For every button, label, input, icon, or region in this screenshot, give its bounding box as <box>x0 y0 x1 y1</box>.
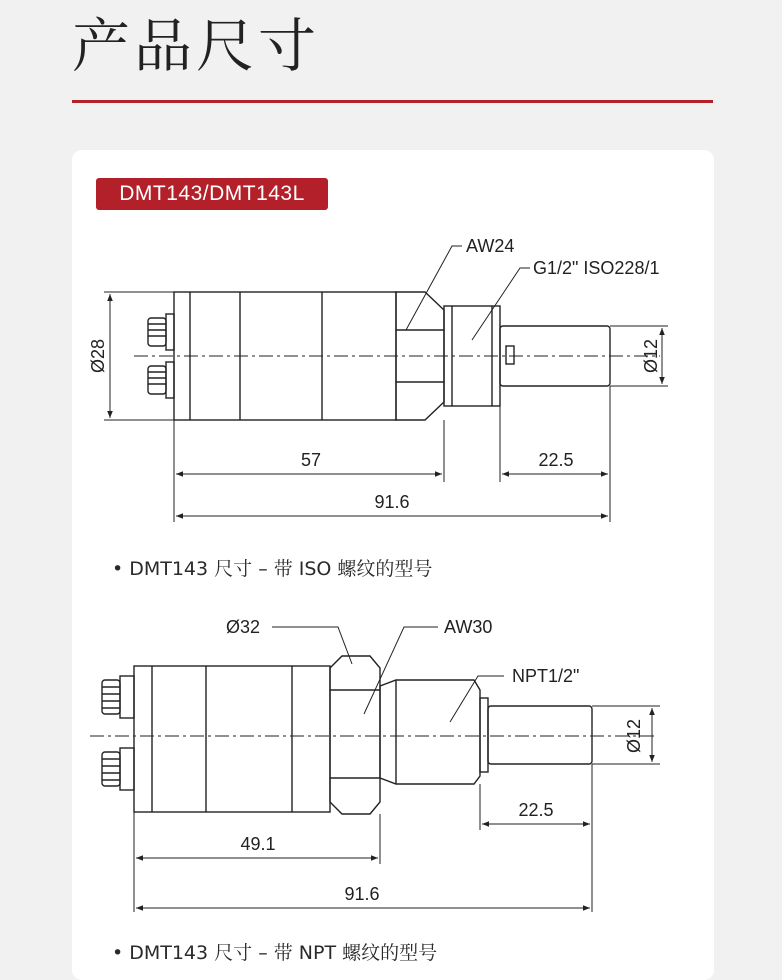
caption-text: DMT143 尺寸 – 带 ISO 螺纹的型号 <box>129 558 433 580</box>
model-badge: DMT143/DMT143L <box>96 178 328 210</box>
dia-probe-label: Ø12 <box>641 338 661 374</box>
connector-bottom <box>148 362 174 398</box>
dia-body-label: Ø32 <box>226 617 261 637</box>
length-probe-label: 22.5 <box>538 450 574 470</box>
connector-top <box>148 314 174 350</box>
length-body-label: 49.1 <box>240 834 276 854</box>
length-body-label: 57 <box>300 450 322 470</box>
hex-nut <box>330 656 380 814</box>
connector-bottom <box>102 748 134 790</box>
connector-top <box>102 676 134 718</box>
dia-body-label: Ø28 <box>88 338 108 374</box>
drawing-iso-model <box>104 246 668 522</box>
length-total-label: 91.6 <box>374 492 410 512</box>
thread-section <box>380 680 480 784</box>
thread-label: NPT1/2" <box>512 666 580 686</box>
caption-text: DMT143 尺寸 – 带 NPT 螺纹的型号 <box>129 942 438 964</box>
page-title: 产品尺寸 <box>72 12 321 80</box>
aw-label: AW30 <box>444 617 493 637</box>
aw-label: AW24 <box>466 236 515 256</box>
sensor-body <box>134 666 330 812</box>
caption-iso-model <box>112 556 432 582</box>
dia-probe-label: Ø12 <box>624 718 644 754</box>
bullet-icon: • <box>112 942 124 964</box>
drawing-npt-labels <box>226 617 644 904</box>
caption-npt-model <box>112 940 437 966</box>
thread-label: G1/2" ISO228/1 <box>533 258 660 278</box>
probe <box>488 706 592 764</box>
bullet-icon: • <box>112 558 124 580</box>
length-probe-label: 22.5 <box>518 800 554 820</box>
length-total-label: 91.6 <box>344 884 380 904</box>
